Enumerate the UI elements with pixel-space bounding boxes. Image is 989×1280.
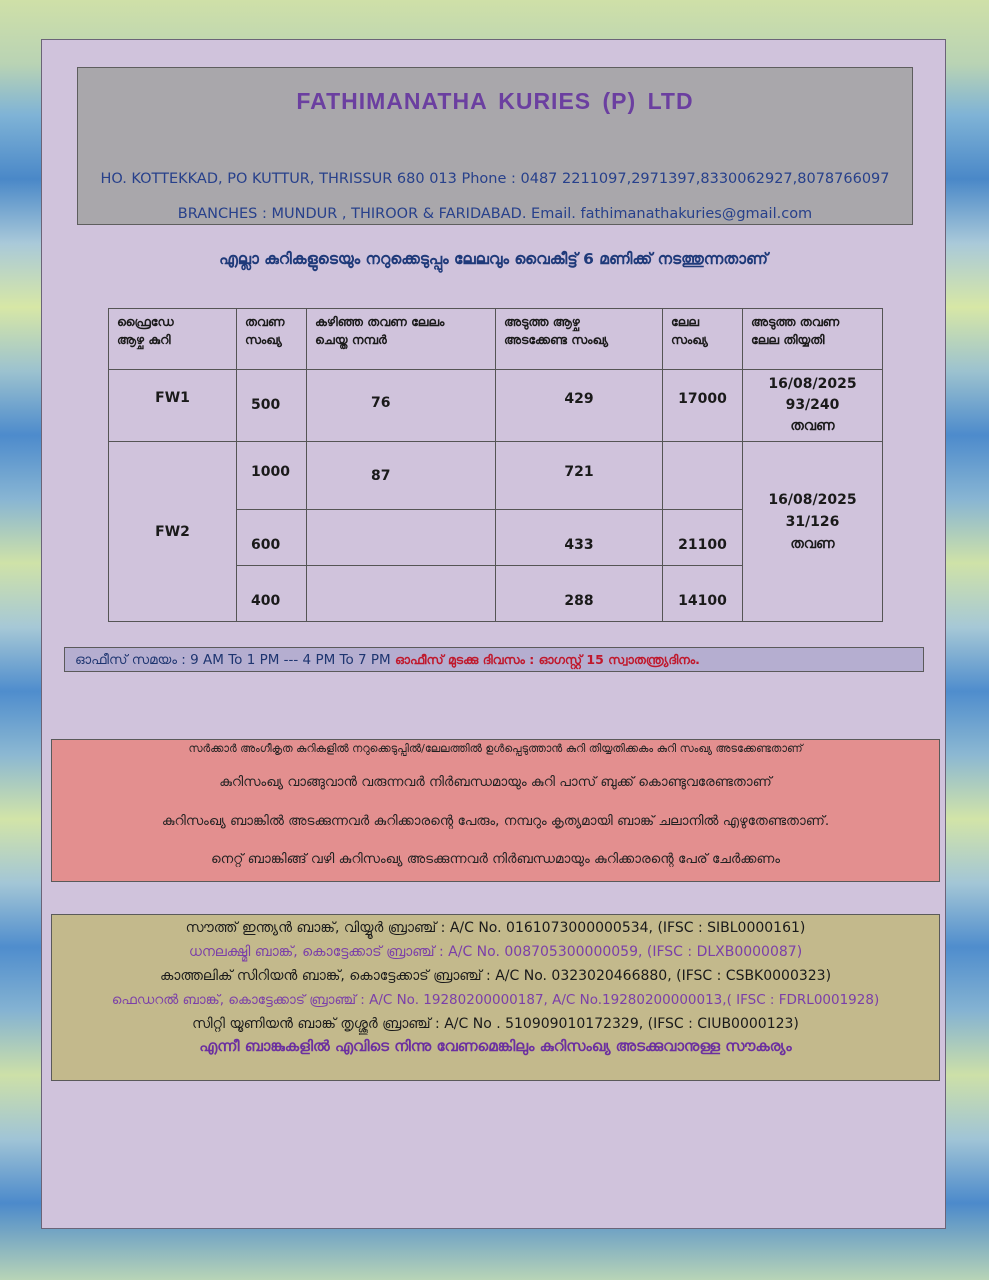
fw2-name: FW2 [109,442,237,622]
letterhead [77,67,913,225]
fw2-next-payable-3: 288 [496,566,663,622]
fw2-next-payable-1: 721 [496,442,663,510]
bank-line-federal: ഫെഡറൽ ബാങ്ക്, കൊട്ടേക്കാട് ബ്രാഞ്ച് : A/C No. 19280200000187, A/C No.19280200000013,( IFSC : FDRL0001928) [111,992,880,1008]
notice-sheet [41,39,946,1229]
fw2-auction-amount-3: 14100 [663,566,743,622]
branches-line: BRANCHES : MUNDUR , THIROOR & FARIDABAD. Email. fathimanathakuries@gmail.com [177,206,813,222]
fw1-installment: 500 [237,370,307,442]
fw1-name: FW1 [109,370,237,442]
fw2-last-auction-empty [307,566,496,622]
rules-box [51,739,940,882]
table-row [109,370,883,442]
fw1-installment-word: തവണ [790,418,835,434]
fw2-last-auction-no: 87 [307,442,496,510]
header-weekly-kuri: ഫ്രൈഡേ ആഴ്ച കുറി [109,309,237,370]
address-line: HO. KOTTEKKAD, PO KUTTUR, THRISSUR 680 013 Phone : 0487 2211097,2971397,8330062927,8078766097 [100,171,890,187]
bank-accounts-box [51,914,940,1081]
fw2-installment-word: തവണ [790,536,835,552]
bank-line-dhanlaxmi: ധനലക്ഷ്മി ബാങ്ക്, കൊട്ടേക്കാട് ബ്രാഞ്ച് : A/C No. 008705300000059, (IFSC : DLXB0000087) [188,944,803,960]
fw1-next-date-cell [743,370,883,442]
company-name: FATHIMANATHA KURIES (P) LTD [296,88,694,114]
rule-line-3: കുറിസംഖ്യ ബാങ്കിൽ അടക്കുന്നവർ കുറിക്കാരന്റെ പേരും, നമ്പറും കൃത്യമായി ബാങ്ക് ചലാനിൽ എഴുതേണ്ടതാണ്. [161,813,830,829]
fw1-last-auction-no: 76 [307,370,496,442]
kuri-table [108,308,883,622]
fw2-auction-amount-1 [663,442,743,510]
fw2-installment-count: 31/126 [785,514,840,530]
bank-line-city-union: സിറ്റി യൂണിയൻ ബാങ്ക് തൃശ്ശൂർ ബ്രാഞ്ച് : A/C No . 510909010172329, (IFSC : CIUB0000123) [192,1016,799,1032]
table-header-row [109,309,883,370]
header-next-payable: അടുത്ത ആഴ്ച അടക്കേണ്ട സംഖ്യ [496,309,663,370]
rule-line-2: കുറിസംഖ്യ വാങ്ങുവാൻ വരുന്നവർ നിർബന്ധമായും കുറി പാസ് ബുക്ക് കൊണ്ടുവരേണ്ടതാണ് [219,774,772,790]
bank-footer-note: എന്നീ ബാങ്കുകളിൽ എവിടെ നിന്നു വേണമെങ്കിലും കുറിസംഖ്യ അടക്കുവാനുള്ള സൗകര്യം [199,1037,792,1055]
table-row [109,442,883,510]
fw1-auction-amount: 17000 [663,370,743,442]
rule-line-4: നെറ്റ് ബാങ്കിങ്ങ് വഴി കുറിസംഖ്യ അടക്കുന്നവർ നിർബന്ധമായും കുറിക്കാരന്റെ പേര് ചേർക്കണം [211,851,780,867]
fw2-installment-3: 400 [237,566,307,622]
fw2-next-payable-2: 433 [496,510,663,566]
header-last-auction-no: കഴിഞ്ഞ തവണ ലേലം ചെയ്ത നമ്പർ [307,309,496,370]
bank-line-catholic-syrian: കാത്തലിക് സിറിയൻ ബാങ്ക്, കൊട്ടേക്കാട് ബ്രാഞ്ച് : A/C No. 0323020466880, (IFSC : CSBK0000323) [159,968,832,984]
fw2-last-auction-empty [307,510,496,566]
office-hours: ഓഫീസ് സമയം : 9 AM To 1 PM --- 4 PM To 7 PM [75,652,391,668]
fw2-auction-amount-2: 21100 [663,510,743,566]
rule-line-1: സർക്കാർ അംഗീകൃത കുറികളിൽ നറുക്കെടുപ്പിൽ/ലേലത്തിൽ ഉൾപ്പെടുത്താൻ കുറി തിയ്യതിക്കകം കുറി സംഖ്യ അടക്കേണ്ടതാണ് [188,742,803,755]
fw1-next-date: 16/08/2025 [768,376,857,392]
header-auction-amount: ലേല സംഖ്യ [663,309,743,370]
fw1-installment-count: 93/240 [785,397,840,413]
bank-line-south-indian: സൗത്ത് ഇന്ത്യൻ ബാങ്ക്, വിയ്യൂർ ബ്രാഞ്ച് : A/C No. 0161073000000534, (IFSC : SIBL0000161) [185,920,806,936]
header-installment: തവണ സംഖ്യ [237,309,307,370]
fw1-next-payable: 429 [496,370,663,442]
office-hours-bar [64,647,924,672]
header-next-date: അടുത്ത തവണ ലേല തിയ്യതി [743,309,883,370]
fw2-next-date-cell [743,442,883,622]
office-holiday: ഓഫീസ് മുടക്കു ദിവസം : ഓഗസ്റ്റ് 15 സ്വാതന്ത്ര്യദിനം. [395,652,700,667]
fw2-next-date: 16/08/2025 [768,492,857,508]
auction-time-notice: എല്ലാ കുറികളുടെയും നറുക്കെടുപ്പും ലേലവും വൈകീട്ട് 6 മണിക്ക് നടത്തുന്നതാണ് [219,250,768,268]
fw2-installment-2: 600 [237,510,307,566]
fw2-installment-1: 1000 [237,442,307,510]
